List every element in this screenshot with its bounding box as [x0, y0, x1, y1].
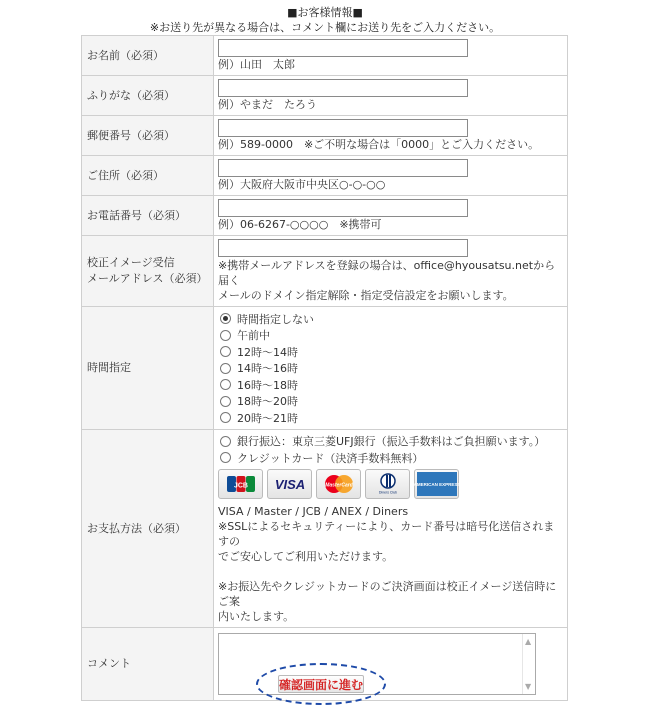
postal-input[interactable]: [218, 119, 468, 137]
time-option-3[interactable]: 14時～16時: [218, 360, 563, 377]
radio-icon[interactable]: [220, 346, 231, 357]
row-address: [82, 156, 568, 196]
time-label: 時間指定: [82, 307, 214, 430]
radio-icon[interactable]: [220, 379, 231, 390]
amex-logo-icon: [414, 469, 459, 499]
furigana-example: 例）やまだ たろう: [218, 98, 317, 111]
visa-logo-icon: [267, 469, 312, 499]
email-note-line2: メールのドメイン指定解除・指定受信設定をお願いします。: [218, 289, 514, 302]
payment-label: お支払方法（必須）: [82, 430, 214, 628]
time-option-6[interactable]: 20時～21時: [218, 409, 563, 426]
section-subtitle: ※お送り先が異なる場合は、コメント欄にお送り先をご入力ください。: [149, 21, 501, 34]
customer-form: [81, 35, 568, 701]
address-input[interactable]: [218, 159, 468, 177]
time-option-2[interactable]: 12時～14時: [218, 343, 563, 360]
furigana-label: ふりがな（必須）: [82, 76, 214, 116]
radio-icon[interactable]: [220, 412, 231, 423]
radio-icon[interactable]: [220, 363, 231, 374]
name-label: お名前（必須）: [82, 36, 214, 76]
row-email: [82, 236, 568, 307]
email-input[interactable]: [218, 239, 468, 257]
payment-notice-line2: 内いたします。: [218, 610, 295, 623]
row-postal: [82, 116, 568, 156]
diners-logo-icon: [365, 469, 410, 499]
svg-text:Diners Club: Diners Club: [378, 490, 397, 495]
row-phone: [82, 196, 568, 236]
row-furigana: [82, 76, 568, 116]
time-option-1[interactable]: 午前中: [218, 327, 563, 344]
radio-icon[interactable]: [220, 436, 231, 447]
address-example: 例）大阪府大阪市中央区○-○-○○: [218, 178, 386, 191]
confirm-button[interactable]: 確認画面に進む: [278, 675, 364, 693]
ssl-note-line2: でご安心してご利用いただけます。: [218, 550, 394, 563]
furigana-input[interactable]: [218, 79, 468, 97]
radio-icon[interactable]: [220, 452, 231, 463]
radio-selected-icon[interactable]: [220, 313, 231, 324]
scroll-down-icon[interactable]: ▼: [525, 682, 532, 691]
email-label-line2: メールアドレス（必須）: [87, 272, 208, 285]
phone-example: 例）06-6267-○○○○ ※携帯可: [218, 218, 382, 231]
name-example: 例）山田 太郎: [218, 58, 295, 71]
submit-highlight: [256, 663, 386, 705]
address-label: ご住所（必須）: [82, 156, 214, 196]
time-option-4[interactable]: 16時～18時: [218, 376, 563, 393]
radio-icon[interactable]: [220, 396, 231, 407]
radio-icon[interactable]: [220, 330, 231, 341]
comment-label: コメント: [82, 628, 214, 701]
svg-text:JCB: JCB: [233, 482, 248, 490]
row-time: [82, 307, 568, 430]
card-list: VISA / Master / JCB / ANEX / Diners: [218, 505, 409, 518]
payment-notice-line1: ※お振込先やクレジットカードのご決済画面は校正イメージ送信時にご案: [218, 580, 557, 608]
jcb-logo-icon: [218, 469, 263, 499]
postal-label: 郵便番号（必須）: [82, 116, 214, 156]
ssl-note-line1: ※SSLによるセキュリティーにより、カード番号は暗号化送信されますの: [218, 520, 555, 548]
phone-label: お電話番号（必須）: [82, 196, 214, 236]
time-option-0[interactable]: 時間指定しない: [218, 310, 563, 327]
name-input[interactable]: [218, 39, 468, 57]
row-name: [82, 36, 568, 76]
mastercard-logo-icon: [316, 469, 361, 499]
email-note-line1: ※携帯メールアドレスを登録の場合は、office@hyousatsu.netから届く: [218, 259, 556, 287]
scroll-up-icon[interactable]: ▲: [525, 637, 532, 646]
section-title: ■お客様情報■: [287, 6, 363, 19]
payment-option-bank[interactable]: 銀行振込：東京三菱UFJ銀行（振込手数料はご負担願います。）: [218, 433, 563, 450]
svg-text:AMERICAN EXPRESS: AMERICAN EXPRESS: [413, 482, 460, 487]
svg-text:VISA: VISA: [274, 477, 305, 492]
payment-option-card[interactable]: クレジットカード（決済手数料無料）: [218, 450, 563, 467]
card-logos: [218, 469, 563, 499]
time-option-5[interactable]: 18時～20時: [218, 393, 563, 410]
email-label-line1: 校正イメージ受信: [87, 256, 175, 269]
comment-scrollbar[interactable]: [522, 634, 535, 694]
svg-text:MasterCard: MasterCard: [324, 482, 353, 489]
row-payment: [82, 430, 568, 628]
phone-input[interactable]: [218, 199, 468, 217]
postal-example: 例）589-0000 ※ご不明な場合は「0000」とご入力ください。: [218, 138, 540, 151]
